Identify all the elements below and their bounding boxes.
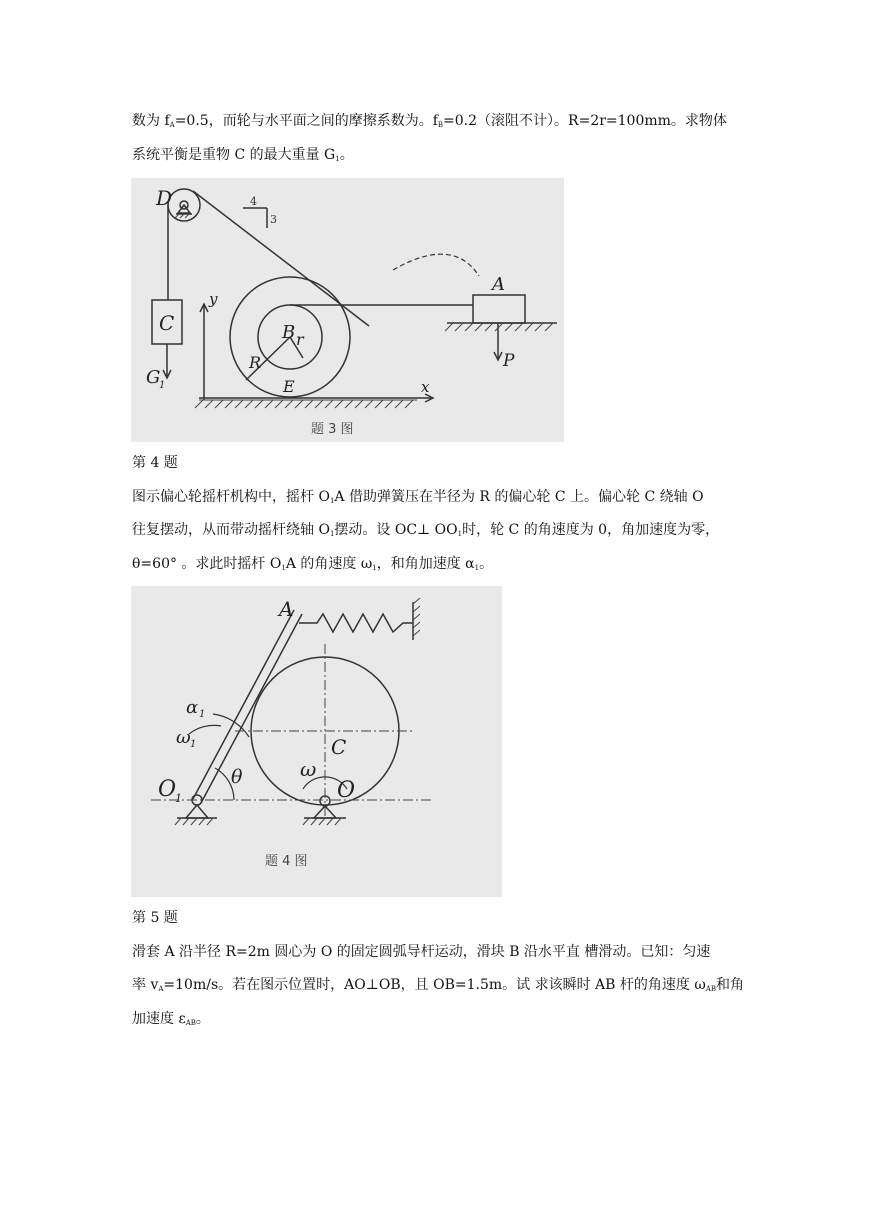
label-theta: θ: [231, 766, 243, 788]
label-O1: O: [158, 777, 177, 802]
label-R: R: [249, 353, 262, 372]
label-P: P: [503, 351, 515, 371]
label-C: C: [159, 311, 175, 335]
label-B: B: [282, 322, 296, 343]
label-omega1-sub: 1: [190, 739, 197, 750]
figure-3: [131, 178, 564, 442]
p4-heading: 第 4 题: [132, 455, 178, 471]
figure-3-caption: 题 3 图: [311, 422, 354, 437]
p5-line3: 加速度 $\varepsilon_{AB}$。: [132, 1011, 210, 1027]
label-O: O: [337, 778, 356, 803]
p5-line1: 滑套 A 沿半径 R=2m 圆心为 O 的固定圆弧导杆运动，滑块 B 沿水平直 槽滑动。已知：匀速: [132, 944, 711, 960]
label-A: A: [279, 597, 294, 621]
label-E: E: [283, 377, 295, 396]
figure-4-caption: 题 4 图: [265, 854, 308, 869]
label-D: D: [156, 186, 173, 210]
label-C: C: [331, 735, 347, 759]
label-omega: ω: [300, 757, 317, 781]
label-y: y: [209, 290, 218, 308]
slope-3: 3: [270, 213, 277, 226]
p4-line2: 往复摆动，从而带动摇杆绕轴 $O_1$摆动。设 OC⊥ $OO_1$时，轮 C 的角速度为 0，角加速度为零，: [132, 522, 720, 538]
p3-line1: 数为 $f_A=0.5$，而轮与水平面之间的摩擦系数为。$f_B=0.2$（滚阻不计）。R=2r=100mm。求物体: [132, 113, 727, 129]
slope-4: 4: [250, 195, 257, 208]
label-G-sub: 1: [159, 380, 166, 391]
label-omega1: ω: [176, 727, 191, 748]
p5-line2: 率 $v_A=10m/s$。若在图示位置时，AO⊥OB，且 OB=1.5m。试 求该瞬时 AB 杆的角速度 $\omega_{AB}$和角: [132, 977, 744, 993]
label-r: r: [296, 330, 304, 349]
figure-4: [131, 586, 502, 897]
p3-line2: 系统平衡是重物 C 的最大重量 $G_1$。: [132, 147, 354, 163]
label-O1-sub: 1: [175, 792, 182, 805]
label-A: A: [492, 274, 505, 295]
p4-line3: θ=60° 。求此时摇杆 $O_1A$ 的角速度 $\omega_1$，和角加速度 $\alpha_1$。: [132, 556, 494, 572]
label-alpha1-sub: 1: [199, 709, 206, 720]
label-x: x: [421, 378, 430, 396]
p4-line1: 图示偏心轮摇杆机构中，摇杆 $O_1A$ 借助弹簧压在半径为 R 的偏心轮 C 上。偏心轮 C 绕轴 O: [132, 489, 704, 505]
label-G: G: [146, 367, 161, 388]
p5-heading: 第 5 题: [132, 910, 178, 926]
label-alpha1: α: [186, 697, 199, 718]
